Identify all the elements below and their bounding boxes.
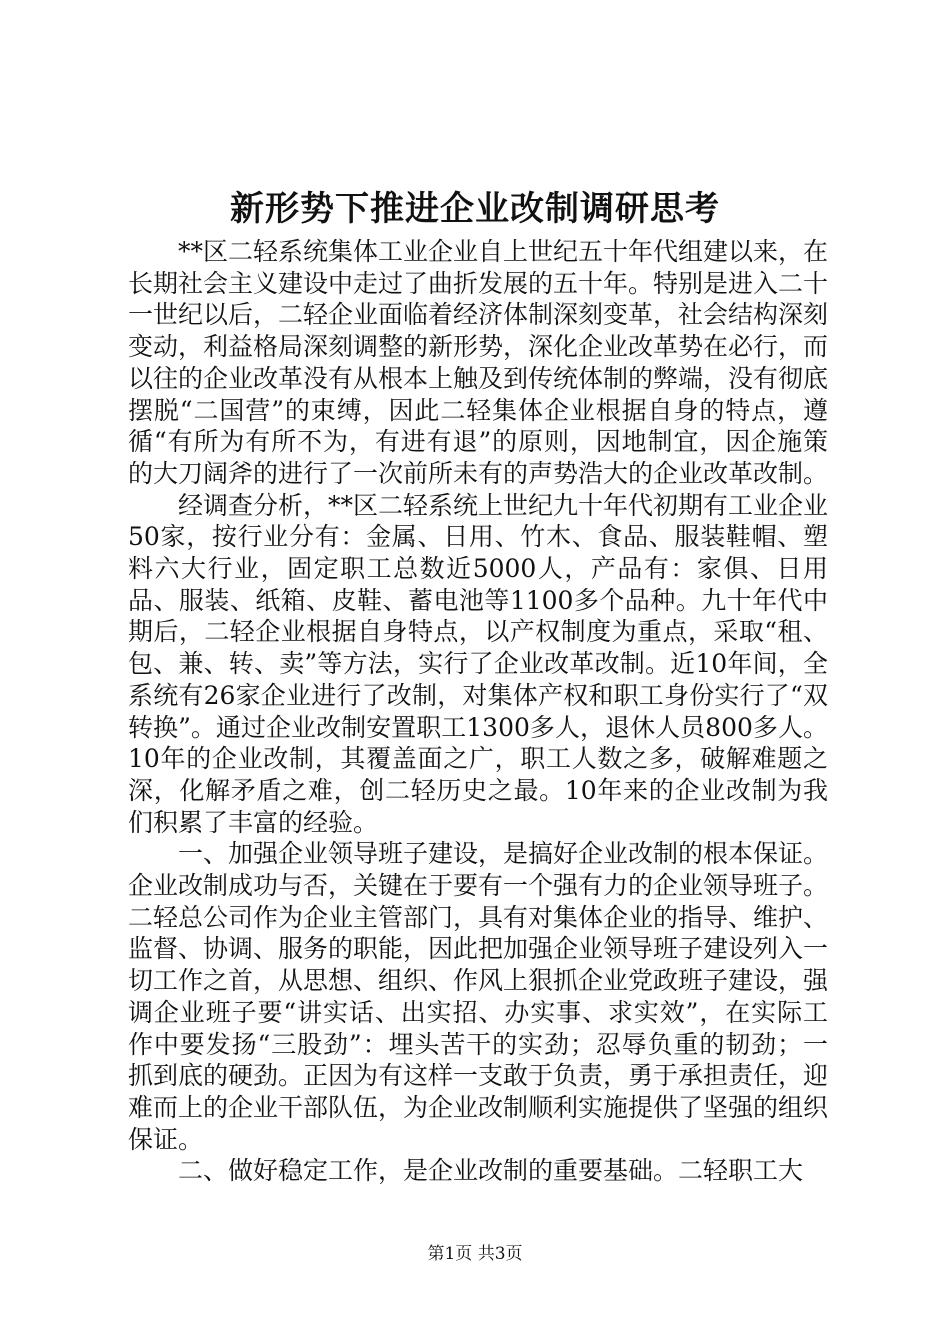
paragraph-investigation: 经调查分析，**区二轻系统上世纪九十年代初期有工业企业50家，按行业分有：金属、日用、竹木、食品、服装鞋帽、塑料六大行业，固定职工总数近5000人，产品有：家俱、日用品、服装、纸箱、皮鞋、蓄电池等1100多个品种。九十年代中期后，二轻企业根据自身特点，以产权制度为重点，采取“租、包、兼、转、卖”等方法，实行了企业改革改制。近10年间，全系统有26家企业进行了改制，对集体产权和职工身份实行了“双转换”。通过企业改制安置职工1300多人，退休人员800多人。10年的企业改制，其覆盖面之广，职工人数之多，破解难题之深，化解矛盾之难，创二轻历史之最。10年来的企业改制为我们积累了丰富的经验。 xyxy=(128,490,829,837)
page-footer: 第1页 共3页 xyxy=(427,1244,523,1264)
document-title: 新形势下推进企业改制调研思考 xyxy=(230,189,720,229)
paragraph-point-one: 一、加强企业领导班子建设，是搞好企业改制的根本保证。企业改制成功与否，关键在于要有一个强有力的企业领导班子。二轻总公司作为企业主管部门，具有对集体企业的指导、维护、监督、协调、服务的职能，因此把加强企业领导班子建设列入一切工作之首，从思想、组织、作风上狠抓企业党政班子建设，强调企业班子要“讲实话、出实招、办实事、求实效”，在实际工作中要发扬“三股劲”：埋头苦干的实劲；忍辱负重的韧劲；一抓到底的硬劲。正因为有这样一支敢于负责，勇于承担责任，迎难而上的企业干部队伍，为企业改制顺利实施提供了坚强的组织保证。 xyxy=(128,839,829,1154)
paragraph-intro: **区二轻系统集体工业企业自上世纪五十年代组建以来，在长期社会主义建设中走过了曲折发展的五十年。特别是进入二十一世纪以后，二轻企业面临着经济体制深刻变革，社会结构深刻变动，利益格局深刻调整的新形势，深化企业改革势在必行，而以往的企业改革没有从根本上触及到传统体制的弊端，没有彻底摆脱“二国营”的束缚，因此二轻集体企业根据自身的特点，遵循“有所为有所不为，有进有退”的原则，因地制宜，因企施策的大刀阔斧的进行了一次前所未有的声势浩大的企业改革改制。 xyxy=(128,237,829,488)
paragraph-point-two: 二、做好稳定工作，是企业改制的重要基础。二轻职工大 xyxy=(178,1156,804,1186)
document-body xyxy=(128,236,828,1187)
